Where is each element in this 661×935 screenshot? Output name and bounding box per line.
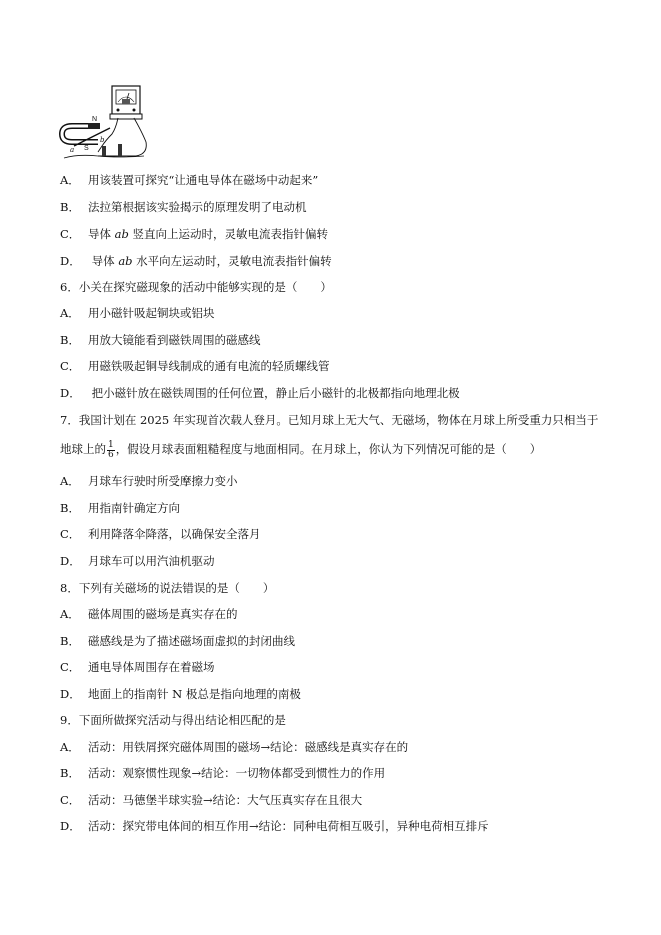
q5-option-c[interactable] xyxy=(60,226,328,242)
q7-option-b[interactable] xyxy=(60,500,180,516)
option-label: A． xyxy=(60,306,80,320)
option-text: 活动：马德堡半球实验→结论：大气压真实存在且很大 xyxy=(88,793,363,807)
q8-option-c[interactable] xyxy=(60,659,215,675)
q5-option-a[interactable] xyxy=(60,172,318,188)
label-a: a xyxy=(70,146,75,154)
q9-option-c[interactable] xyxy=(60,792,362,808)
option-label: A． xyxy=(60,173,80,187)
q6-stem: 6．小关在探究磁现象的活动中能够实现的是（ ） xyxy=(60,280,332,294)
option-text: 活动：观察惯性现象→结论：一切物体都受到惯性力的作用 xyxy=(88,766,386,780)
q6-option-c[interactable] xyxy=(60,358,330,374)
option-label: C． xyxy=(60,359,81,373)
q7-stem-pre: 地球上的 xyxy=(60,442,106,456)
option-text: 用该装置可探究“让通电导体在磁场中动起来” xyxy=(88,173,319,187)
label-north: N xyxy=(92,116,98,123)
option-text: 法拉第根据该实验揭示的原理发明了电动机 xyxy=(88,200,307,214)
q5-option-b[interactable] xyxy=(60,199,307,215)
q8-option-d[interactable] xyxy=(60,686,301,702)
option-label: B． xyxy=(60,333,80,347)
option-text: 月球车行驶时所受摩擦力变小 xyxy=(88,474,238,488)
option-text: 月球车可以用汽油机驱动 xyxy=(88,554,215,568)
q8-option-a[interactable] xyxy=(60,606,238,622)
q9-option-a[interactable] xyxy=(60,739,408,755)
option-label: C． xyxy=(60,527,81,541)
option-text: 活动：探究带电体间的相互作用→结论：同种电荷相互吸引，异种电荷相互排斥 xyxy=(88,819,489,833)
q6-option-a[interactable] xyxy=(60,305,215,321)
option-text: 利用降落伞降落，以确保安全落月 xyxy=(88,527,261,541)
option-label: C． xyxy=(60,227,81,241)
option-text-pre: 导体 xyxy=(88,227,115,241)
label-b: b xyxy=(100,136,105,144)
galvanometer-icon xyxy=(110,86,142,119)
option-text: 地面上的指南针 N 极总是指向地理的南极 xyxy=(88,687,301,701)
option-label: A． xyxy=(60,474,80,488)
option-text: 活动：用铁屑探究磁体周围的磁场→结论：磁感线是真实存在的 xyxy=(88,740,409,754)
conductor-ab: ab xyxy=(114,227,129,241)
option-text-post: 竖直向上运动时，灵敏电流表指针偏转 xyxy=(128,227,329,241)
option-label: C． xyxy=(60,793,81,807)
experiment-figure xyxy=(58,84,154,162)
fraction-denominator: 6 xyxy=(108,449,114,460)
option-label: D． xyxy=(60,687,81,701)
conductor-ab: ab xyxy=(118,254,133,268)
q7-stem-post: ，假设月球表面粗糙程度与地面相同。在月球上，你认为下列情况可能的是（ ） xyxy=(115,442,542,456)
option-label: D． xyxy=(60,386,81,400)
option-text-post: 水平向左运动时，灵敏电流表指针偏转 xyxy=(132,254,332,268)
option-label: B． xyxy=(60,634,80,648)
option-text: 通电导体周围存在着磁场 xyxy=(88,660,215,674)
label-south: S xyxy=(84,145,89,152)
q7-option-a[interactable] xyxy=(60,473,238,489)
q8-option-b[interactable] xyxy=(60,633,295,649)
q9-option-d[interactable] xyxy=(60,818,489,834)
option-label: B． xyxy=(60,200,80,214)
q6-option-d[interactable] xyxy=(60,385,460,401)
q7-stem-line2 xyxy=(60,438,541,460)
fraction-numerator: 1 xyxy=(108,439,114,450)
option-label: A． xyxy=(60,607,80,621)
q7-option-d[interactable] xyxy=(60,553,215,569)
option-text: 磁体周围的磁场是真实存在的 xyxy=(88,607,238,621)
option-label: D． xyxy=(60,819,81,833)
q9-option-b[interactable] xyxy=(60,765,385,781)
option-label: B． xyxy=(60,766,80,780)
q5-option-d[interactable] xyxy=(60,253,332,269)
option-text: 用磁铁吸起铜导线制成的通有电流的轻质螺线管 xyxy=(88,359,330,373)
option-text: 用放大镜能看到磁铁周围的磁感线 xyxy=(88,333,261,347)
option-text-pre: 导体 xyxy=(88,254,119,268)
q9-stem: 9．下面所做探究活动与得出结论相匹配的是 xyxy=(60,713,286,727)
fraction-one-sixth xyxy=(107,441,115,460)
horseshoe-magnet-icon xyxy=(62,123,100,142)
option-text: 用指南针确定方向 xyxy=(88,501,180,515)
q8-stem: 8．下列有关磁场的说法错误的是（ ） xyxy=(60,581,275,595)
option-text: 用小磁针吸起铜块或铝块 xyxy=(88,306,215,320)
q7-stem-line1: 7．我国计划在 2025 年实现首次载人登月。已知月球上无大气、无磁场，物体在月球上所受重力只相当于 xyxy=(60,413,599,427)
q6-option-b[interactable] xyxy=(60,332,261,348)
option-label: A． xyxy=(60,740,80,754)
q7-option-c[interactable] xyxy=(60,526,261,542)
option-label: D． xyxy=(60,554,81,568)
option-label: D． xyxy=(60,254,81,268)
option-label: B． xyxy=(60,501,80,515)
option-label: C． xyxy=(60,660,81,674)
option-text: 把小磁针放在磁铁周围的任何位置，静止后小磁针的北极都指向地理北极 xyxy=(88,386,460,400)
option-text: 磁感线是为了描述磁场面虚拟的封闭曲线 xyxy=(88,634,295,648)
